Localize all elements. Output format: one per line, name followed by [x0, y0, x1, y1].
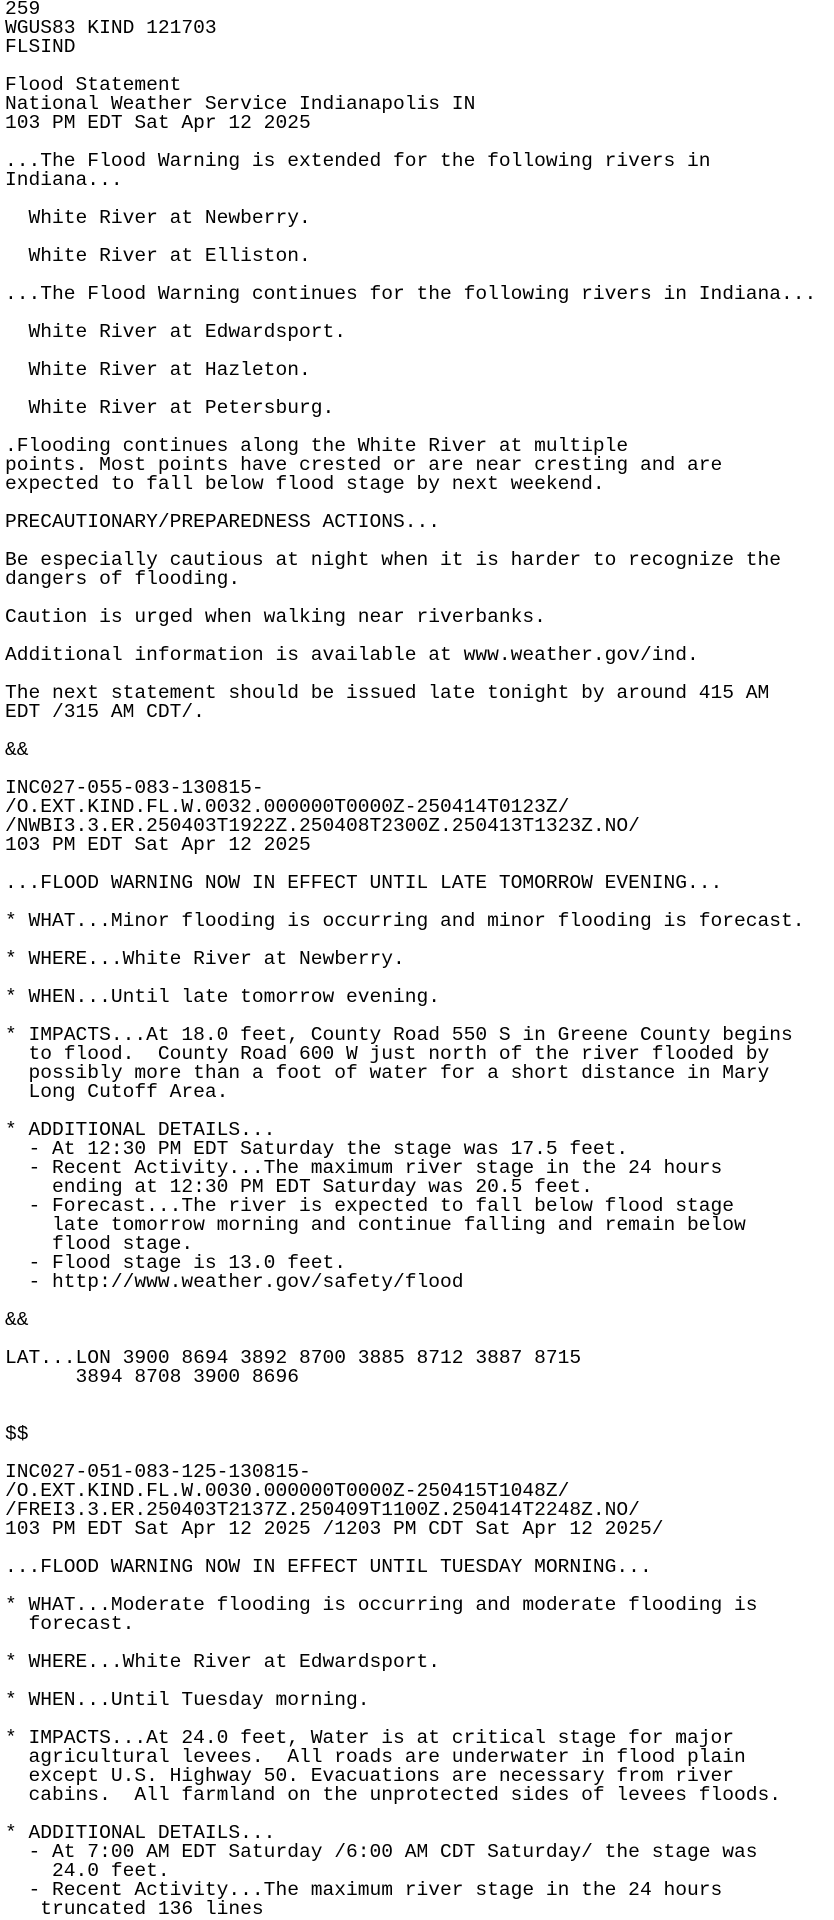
document-line: 103 PM EDT Sat Apr 12 2025 /1203 PM CDT Sat Apr 12 2025/: [5, 1518, 664, 1540]
document-line: - Forecast...The river is expected to fall below flood stage: [5, 1195, 735, 1217]
document-line: possibly more than a foot of water for a short distance in Mary: [5, 1062, 770, 1084]
document-line: National Weather Service Indianapolis IN: [5, 93, 476, 115]
document-line: WGUS83 KIND 121703: [5, 17, 217, 39]
document-line: White River at Edwardsport.: [5, 321, 346, 343]
document-line: White River at Elliston.: [5, 245, 311, 267]
document-line: INC027-055-083-130815-: [5, 777, 264, 799]
document-line: late tomorrow morning and continue falling and remain below: [5, 1214, 746, 1236]
document-line: to flood. County Road 600 W just north of the river flooded by: [5, 1043, 770, 1065]
document-line: ...FLOOD WARNING NOW IN EFFECT UNTIL LATE TOMORROW EVENING...: [5, 872, 723, 894]
document-line: * WHAT...Moderate flooding is occurring and moderate flooding is: [5, 1594, 758, 1616]
document-line: /FREI3.3.ER.250403T2137Z.250409T1100Z.250414T2248Z.NO/: [5, 1499, 640, 1521]
document-line: White River at Hazleton.: [5, 359, 311, 381]
document-line: dangers of flooding.: [5, 568, 241, 590]
document-line: * WHERE...White River at Edwardsport.: [5, 1651, 441, 1673]
document-line: INC027-051-083-125-130815-: [5, 1461, 311, 1483]
document-line: 3894 8708 3900 8696: [5, 1366, 299, 1388]
document-line: * ADDITIONAL DETAILS...: [5, 1119, 276, 1141]
document-line: - Recent Activity...The maximum river stage in the 24 hours: [5, 1879, 723, 1901]
document-line: * WHEN...Until late tomorrow evening.: [5, 986, 441, 1008]
document-line: ...The Flood Warning is extended for the following rivers in: [5, 150, 711, 172]
document-line: forecast.: [5, 1613, 135, 1635]
document-line: $$: [5, 1423, 29, 1445]
document-line: * ADDITIONAL DETAILS...: [5, 1822, 276, 1844]
document-line: * WHAT...Minor flooding is occurring and minor flooding is forecast.: [5, 910, 805, 932]
document-line: except U.S. Highway 50. Evacuations are necessary from river: [5, 1765, 735, 1787]
document-line: 103 PM EDT Sat Apr 12 2025: [5, 834, 311, 856]
document-line: * WHEN...Until Tuesday morning.: [5, 1689, 370, 1711]
document-line: /O.EXT.KIND.FL.W.0032.000000T0000Z-250414T0123Z/: [5, 796, 570, 818]
document-line: EDT /315 AM CDT/.: [5, 701, 205, 723]
document-line: points. Most points have crested or are near cresting and are: [5, 454, 723, 476]
document-line: ...FLOOD WARNING NOW IN EFFECT UNTIL TUESDAY MORNING...: [5, 1556, 652, 1578]
document-line: LAT...LON 3900 8694 3892 8700 3885 8712 3887 8715: [5, 1347, 582, 1369]
document-line: cabins. All farmland on the unprotected sides of levees floods.: [5, 1784, 782, 1806]
document-line: /O.EXT.KIND.FL.W.0030.000000T0000Z-250415T1048Z/: [5, 1480, 570, 1502]
document-line: Long Cutoff Area.: [5, 1081, 229, 1103]
document-line: Be especially cautious at night when it is harder to recognize the: [5, 549, 782, 571]
document-line: 103 PM EDT Sat Apr 12 2025: [5, 112, 311, 134]
document-line: Additional information is available at www.weather.gov/ind.: [5, 644, 699, 666]
document-line: * IMPACTS...At 18.0 feet, County Road 550 S in Greene County begins: [5, 1024, 793, 1046]
document-line: /NWBI3.3.ER.250403T1922Z.250408T2300Z.250413T1323Z.NO/: [5, 815, 640, 837]
document-line: &&: [5, 1309, 29, 1331]
document-line: Flood Statement: [5, 74, 182, 96]
document-line: - At 12:30 PM EDT Saturday the stage was 17.5 feet.: [5, 1138, 629, 1160]
document-line: - At 7:00 AM EDT Saturday /6:00 AM CDT Saturday/ the stage was: [5, 1841, 758, 1863]
document-line: - Recent Activity...The maximum river stage in the 24 hours: [5, 1157, 723, 1179]
document-line: expected to fall below flood stage by next weekend.: [5, 473, 605, 495]
document-line: White River at Newberry.: [5, 207, 311, 229]
document-line: Caution is urged when walking near riverbanks.: [5, 606, 546, 628]
document-line: - Flood stage is 13.0 feet.: [5, 1252, 346, 1274]
blank-line: [5, 722, 834, 741]
document-line: PRECAUTIONARY/PREPAREDNESS ACTIONS...: [5, 511, 441, 533]
blank-line: [5, 1406, 834, 1425]
document-line: 24.0 feet.: [5, 1860, 170, 1882]
document-line: agricultural levees. All roads are underwater in flood plain: [5, 1746, 746, 1768]
document-line: flood stage.: [5, 1233, 194, 1255]
blank-line: [5, 1292, 834, 1311]
document-line: Indiana...: [5, 169, 123, 191]
document-line: White River at Petersburg.: [5, 397, 335, 419]
document-line: ...The Flood Warning continues for the following rivers in Indiana...: [5, 283, 817, 305]
document-line: FLSIND: [5, 36, 76, 58]
document-line: * WHERE...White River at Newberry.: [5, 948, 405, 970]
document-line: &&: [5, 739, 29, 761]
blank-line: [5, 1387, 834, 1406]
document-line: truncated 136 lines: [5, 1898, 264, 1920]
document-line: ending at 12:30 PM EDT Saturday was 20.5 feet.: [5, 1176, 593, 1198]
document-line: .Flooding continues along the White River at multiple: [5, 435, 629, 457]
document-line: - http://www.weather.gov/safety/flood: [5, 1271, 464, 1293]
document-line: The next statement should be issued late tonight by around 415 AM: [5, 682, 770, 704]
document-line: * IMPACTS...At 24.0 feet, Water is at critical stage for major: [5, 1727, 735, 1749]
document-line: 259: [5, 0, 41, 20]
